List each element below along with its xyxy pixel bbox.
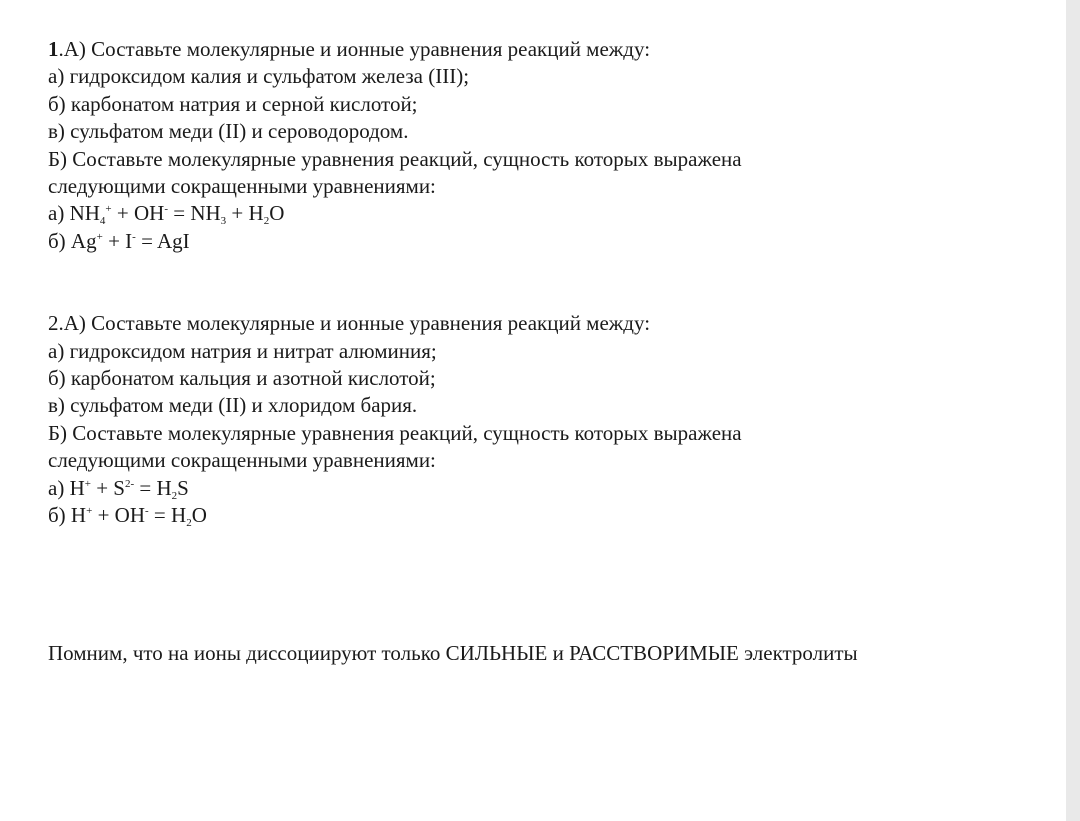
task2-item-b: б) карбонатом кальция и азотной кислотой; [48, 366, 436, 391]
eq-superscript: - [132, 230, 136, 243]
eq-subscript: 4 [99, 215, 106, 228]
eq-superscript: + [84, 477, 91, 490]
task1-item-c: в) сульфатом меди (II) и сероводородом. [48, 119, 409, 144]
eq-text: + OH [111, 201, 165, 226]
document-content [48, 36, 1058, 667]
eq-text: S [177, 475, 189, 500]
eq-text: + S [90, 475, 125, 500]
task2-equation-b [48, 502, 1058, 529]
eq-superscript: + [105, 203, 112, 216]
task2-part-a-header: 2.А) Составьте молекулярные и ионные уравнения реакций между: [48, 311, 651, 336]
eq-text: + OH [92, 503, 145, 528]
task1-item-a: а) гидроксидом калия и сульфатом железа (III); [48, 64, 470, 89]
eq-text: = H [148, 503, 187, 528]
eq-text: O [269, 201, 285, 226]
section-spacer [48, 530, 1058, 640]
eq-text: + H [226, 201, 264, 226]
task2-equation-a [48, 475, 1058, 502]
page-edge-strip [1066, 0, 1080, 821]
eq-text: а) H [48, 475, 85, 500]
eq-superscript: - [145, 505, 149, 518]
task1-part-b-header-line1: Б) Составьте молекулярные уравнения реакций, сущность которых выражена [48, 146, 742, 171]
task1-item-b: б) карбонатом натрия и серной кислотой; [48, 91, 418, 116]
task1-equation-b [48, 228, 1058, 255]
task2-item-c: в) сульфатом меди (II) и хлоридом бария. [48, 393, 418, 418]
eq-text: б) H [48, 503, 87, 528]
eq-superscript: + [96, 230, 103, 243]
task2-item-a: а) гидроксидом натрия и нитрат алюминия; [48, 338, 437, 363]
task1-part-a-header-text: .А) Составьте молекулярные и ионные уравнения реакций между: [58, 37, 651, 61]
task1-part-a-header [48, 36, 1058, 63]
eq-text: = NH [167, 201, 221, 226]
task1-equation-a [48, 200, 1058, 227]
eq-text: б) Ag [48, 228, 97, 253]
eq-superscript: - [164, 203, 168, 216]
task1-part-b-header-line2: следующими сокращенными уравнениями: [48, 174, 436, 199]
task2-part-b-header-line2: следующими сокращенными уравнениями: [48, 448, 436, 473]
eq-superscript: + [86, 505, 93, 518]
eq-text: + I [102, 228, 133, 253]
section-spacer [48, 255, 1058, 310]
eq-text: = H [134, 475, 172, 500]
eq-superscript: 2- [124, 477, 135, 490]
eq-subscript: 2 [171, 489, 178, 502]
eq-text: а) NH [48, 201, 100, 226]
eq-text: = AgI [135, 228, 190, 253]
footer-note: Помним, что на ионы диссоциируют только СИЛЬНЫЕ и РАССТВОРИМЫЕ электролиты [48, 640, 858, 665]
eq-text: O [191, 503, 207, 528]
task1-number: 1 [48, 37, 59, 61]
eq-subscript: 2 [263, 215, 270, 228]
eq-subscript: 2 [186, 517, 192, 530]
eq-subscript: 3 [220, 215, 227, 228]
task2-part-b-header-line1: Б) Составьте молекулярные уравнения реакций, сущность которых выражена [48, 420, 742, 445]
